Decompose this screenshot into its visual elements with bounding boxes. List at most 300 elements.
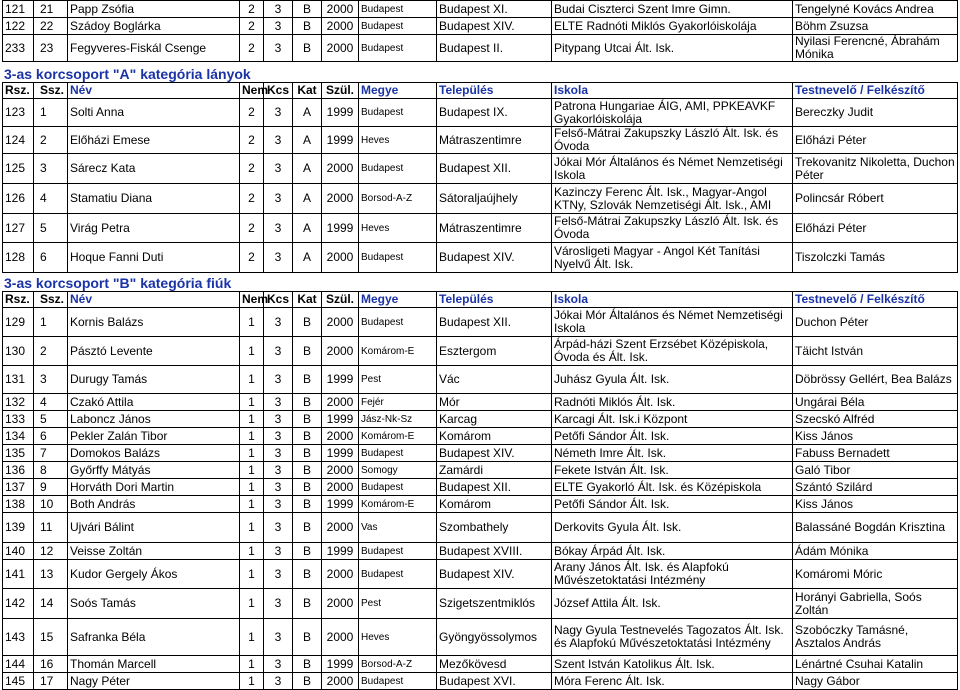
cell-nev: Fegyveres-Fiskál Csenge [68,35,240,62]
cell-iskola: Városligeti Magyar - Angol Két Tanítási Nyelvű Ált. Isk. [552,243,793,273]
table-row [3,366,958,394]
header-megye: Megye [359,292,437,308]
header-nem: Nem [240,292,264,308]
cell-nem: 1 [240,673,264,690]
cell-tanar: Täicht István [793,337,958,366]
header-ssz: Ssz. [34,83,68,99]
table-row [3,411,958,428]
cell-telepules: Szigetszentmiklós [437,589,552,619]
header-tanar: Testnevelő / Felkészítő [793,83,958,99]
cell-nev: Papp Zsófia [68,1,240,18]
cell-kcs: 3 [264,513,293,543]
cell-nem: 1 [240,513,264,543]
cell-kcs: 3 [264,366,293,394]
cell-nev: Stamatiu Diana [68,184,240,214]
table-row [3,214,958,243]
cell-iskola: József Attila Ált. Isk. [552,589,793,619]
cell-megye: Budapest [359,35,437,62]
cell-ssz: 5 [34,214,68,243]
cell-nev: Pásztó Levente [68,337,240,366]
cell-ssz: 16 [34,656,68,673]
cell-szul: 2000 [322,428,359,445]
cell-telepules: Budapest XII. [437,308,552,337]
header-row [3,292,958,308]
cell-szul: 1999 [322,543,359,560]
header-telepules: Település [437,83,552,99]
cell-nem: 1 [240,411,264,428]
cell-rsz: 129 [3,308,34,337]
cell-kcs: 3 [264,589,293,619]
cell-iskola: Petőfi Sándor Ált. Isk. [552,428,793,445]
cell-rsz: 131 [3,366,34,394]
cell-szul: 2000 [322,154,359,184]
header-row [3,83,958,99]
cell-tanar: Polincsár Róbert [793,184,958,214]
cell-telepules: Mátraszentimre [437,214,552,243]
cell-kat: B [293,18,322,35]
cell-tanar: Előházi Péter [793,214,958,243]
cell-iskola: Nagy Gyula Testnevelés Tagozatos Ált. Isk. és Alapfokú Művészetoktatási Intézmény [552,619,793,656]
cell-rsz: 135 [3,445,34,462]
cell-kat: B [293,513,322,543]
header-tanar: Testnevelő / Felkészítő [793,292,958,308]
cell-nev: Pekler Zalán Tibor [68,428,240,445]
table-row [3,479,958,496]
cell-kcs: 3 [264,496,293,513]
cell-kat: B [293,366,322,394]
cell-kat: B [293,337,322,366]
cell-telepules: Mór [437,394,552,411]
cell-iskola: Petőfi Sándor Ált. Isk. [552,496,793,513]
cell-iskola: Felső-Mátrai Zakupszky László Ált. Isk. és Óvoda [552,214,793,243]
results-table [2,291,958,690]
cell-telepules: Budapest XII. [437,154,552,184]
table-row [3,445,958,462]
table-row [3,127,958,154]
header-kcs: Kcs [264,83,293,99]
cell-megye: Budapest [359,479,437,496]
cell-nev: Thomán Marcell [68,656,240,673]
cell-rsz: 141 [3,560,34,589]
header-megye: Megye [359,83,437,99]
cell-rsz: 133 [3,411,34,428]
cell-telepules: Budapest II. [437,35,552,62]
cell-szul: 1999 [322,214,359,243]
cell-nem: 1 [240,462,264,479]
cell-szul: 2000 [322,462,359,479]
cell-megye: Budapest [359,243,437,273]
cell-tanar: Kiss János [793,428,958,445]
cell-iskola: Derkovits Gyula Ált. Isk. [552,513,793,543]
cell-rsz: 126 [3,184,34,214]
cell-kcs: 3 [264,411,293,428]
cell-telepules: Sátoraljaújhely [437,184,552,214]
header-rsz: Rsz. [3,292,34,308]
cell-ssz: 11 [34,513,68,543]
cell-iskola: Juhász Gyula Ált. Isk. [552,366,793,394]
cell-kat: B [293,479,322,496]
cell-telepules: Karcag [437,411,552,428]
cell-rsz: 142 [3,589,34,619]
cell-nem: 1 [240,394,264,411]
cell-iskola: Radnóti Miklós Ált. Isk. [552,394,793,411]
cell-nev: Solti Anna [68,99,240,127]
cell-kat: B [293,394,322,411]
cell-tanar: Szobóczky Tamásné, Asztalos András [793,619,958,656]
header-nem: Nem [240,83,264,99]
cell-szul: 1999 [322,496,359,513]
cell-telepules: Budapest XIV. [437,18,552,35]
cell-nem: 1 [240,589,264,619]
cell-rsz: 128 [3,243,34,273]
cell-ssz: 10 [34,496,68,513]
cell-nem: 2 [240,1,264,18]
cell-tanar: Döbrössy Gellért, Bea Balázs [793,366,958,394]
cell-telepules: Vác [437,366,552,394]
cell-megye: Budapest [359,445,437,462]
cell-rsz: 139 [3,513,34,543]
cell-tanar: Tengelyné Kovács Andrea [793,1,958,18]
cell-kcs: 3 [264,127,293,154]
cell-nem: 1 [240,496,264,513]
table-row [3,337,958,366]
cell-ssz: 6 [34,428,68,445]
cell-rsz: 125 [3,154,34,184]
cell-ssz: 13 [34,560,68,589]
cell-nev: Hoque Fanni Duti [68,243,240,273]
cell-megye: Budapest [359,18,437,35]
cell-nev: Szádoy Boglárka [68,18,240,35]
cell-kcs: 3 [264,1,293,18]
cell-nem: 1 [240,428,264,445]
cell-iskola: Németh Imre Ált. Isk. [552,445,793,462]
table-row [3,154,958,184]
cell-megye: Komárom-E [359,337,437,366]
cell-megye: Somogy [359,462,437,479]
cell-megye: Budapest [359,543,437,560]
cell-kcs: 3 [264,394,293,411]
cell-kat: B [293,462,322,479]
header-kat: Kat [293,292,322,308]
cell-telepules: Budapest XII. [437,479,552,496]
cell-szul: 2000 [322,308,359,337]
cell-kat: B [293,589,322,619]
cell-iskola: Pitypang Utcai Ált. Isk. [552,35,793,62]
header-kcs: Kcs [264,292,293,308]
cell-rsz: 144 [3,656,34,673]
table-row [3,99,958,127]
header-nev: Név [68,292,240,308]
cell-kcs: 3 [264,35,293,62]
cell-tanar: Duchon Péter [793,308,958,337]
table-row [3,619,958,656]
table-row [3,394,958,411]
cell-tanar: Ádám Mónika [793,543,958,560]
cell-nev: Domokos Balázs [68,445,240,462]
cell-kat: B [293,673,322,690]
cell-kcs: 3 [264,462,293,479]
cell-tanar: Tiszolczki Tamás [793,243,958,273]
cell-telepules: Zamárdi [437,462,552,479]
cell-nev: Ujvári Bálint [68,513,240,543]
table-row [3,308,958,337]
cell-kcs: 3 [264,18,293,35]
cell-nev: Kornis Balázs [68,308,240,337]
cell-rsz: 122 [3,18,34,35]
cell-kcs: 3 [264,673,293,690]
table-row [3,656,958,673]
cell-megye: Budapest [359,308,437,337]
cell-iskola: Szent István Katolikus Ált. Isk. [552,656,793,673]
cell-megye: Borsod-A-Z [359,184,437,214]
header-ssz: Ssz. [34,292,68,308]
cell-szul: 1999 [322,127,359,154]
cell-nem: 1 [240,656,264,673]
cell-szul: 2000 [322,394,359,411]
cell-nev: Nagy Péter [68,673,240,690]
table-row [3,589,958,619]
cell-szul: 1999 [322,99,359,127]
cell-nem: 2 [240,214,264,243]
cell-kat: A [293,184,322,214]
cell-nem: 2 [240,99,264,127]
cell-ssz: 23 [34,35,68,62]
cell-ssz: 15 [34,619,68,656]
cell-megye: Jász-Nk-Sz [359,411,437,428]
cell-tanar: Galó Tibor [793,462,958,479]
cell-kcs: 3 [264,184,293,214]
cell-ssz: 5 [34,411,68,428]
section-title: 3-as korcsoport "A" kategória lányok [4,66,251,82]
cell-nem: 1 [240,560,264,589]
cell-szul: 2000 [322,18,359,35]
cell-megye: Heves [359,619,437,656]
cell-szul: 2000 [322,337,359,366]
cell-megye: Pest [359,366,437,394]
cell-ssz: 12 [34,543,68,560]
cell-kcs: 3 [264,337,293,366]
table-row [3,35,958,62]
cell-telepules: Budapest XI. [437,1,552,18]
header-iskola: Iskola [552,83,793,99]
cell-szul: 2000 [322,589,359,619]
cell-ssz: 4 [34,394,68,411]
cell-iskola: ELTE Radnóti Miklós Gyakorlóiskolája [552,18,793,35]
cell-kat: B [293,35,322,62]
cell-telepules: Budapest IX. [437,99,552,127]
cell-iskola: Móra Ferenc Ált. Isk. [552,673,793,690]
cell-tanar: Komáromi Móric [793,560,958,589]
cell-kcs: 3 [264,543,293,560]
cell-ssz: 2 [34,337,68,366]
cell-ssz: 6 [34,243,68,273]
cell-ssz: 7 [34,445,68,462]
cell-megye: Heves [359,127,437,154]
results-table [2,82,958,273]
cell-nev: Kudor Gergely Ákos [68,560,240,589]
cell-iskola: Budai Ciszterci Szent Imre Gimn. [552,1,793,18]
cell-nev: Előházi Emese [68,127,240,154]
cell-telepules: Budapest XIV. [437,243,552,273]
cell-rsz: 123 [3,99,34,127]
cell-kat: A [293,99,322,127]
table-row [3,462,958,479]
cell-rsz: 233 [3,35,34,62]
cell-rsz: 121 [3,1,34,18]
cell-szul: 2000 [322,35,359,62]
cell-szul: 2000 [322,513,359,543]
cell-szul: 2000 [322,243,359,273]
cell-telepules: Mezőkövesd [437,656,552,673]
cell-kat: B [293,1,322,18]
cell-kat: A [293,127,322,154]
cell-nev: Veisse Zoltán [68,543,240,560]
cell-szul: 2000 [322,1,359,18]
cell-iskola: ELTE Gyakorló Ált. Isk. és Középiskola [552,479,793,496]
cell-telepules: Budapest XIV. [437,445,552,462]
cell-kat: B [293,560,322,589]
cell-iskola: Árpád-házi Szent Erzsébet Középiskola, Óvoda és Ált. Isk. [552,337,793,366]
cell-nem: 2 [240,243,264,273]
cell-ssz: 1 [34,99,68,127]
cell-iskola: Patrona Hungariae ÁIG, AMI, PPKEAVKF Gyakorlóiskolája [552,99,793,127]
cell-nem: 1 [240,366,264,394]
cell-nev: Sárecz Kata [68,154,240,184]
table-row [3,543,958,560]
cell-telepules: Budapest XVI. [437,673,552,690]
cell-nev: Both András [68,496,240,513]
cell-telepules: Gyöngyössolymos [437,619,552,656]
cell-ssz: 3 [34,154,68,184]
cell-megye: Borsod-A-Z [359,656,437,673]
cell-megye: Pest [359,589,437,619]
cell-szul: 2000 [322,673,359,690]
cell-kat: B [293,619,322,656]
cell-rsz: 138 [3,496,34,513]
cell-szul: 2000 [322,479,359,496]
cell-szul: 2000 [322,184,359,214]
table-row [3,496,958,513]
header-szul: Szül. [322,292,359,308]
cell-rsz: 145 [3,673,34,690]
cell-ssz: 2 [34,127,68,154]
cell-iskola: Felső-Mátrai Zakupszky László Ált. Isk. és Óvoda [552,127,793,154]
cell-nem: 1 [240,479,264,496]
cell-ssz: 8 [34,462,68,479]
cell-tanar: Bereczky Judit [793,99,958,127]
cell-kcs: 3 [264,214,293,243]
cell-nev: Soós Tamás [68,589,240,619]
cell-szul: 1999 [322,366,359,394]
results-table [2,0,958,62]
cell-tanar: Ungárai Béla [793,394,958,411]
table-row [3,673,958,690]
cell-kcs: 3 [264,479,293,496]
cell-tanar: Lénártné Csuhai Katalin [793,656,958,673]
cell-kat: B [293,445,322,462]
cell-kat: B [293,411,322,428]
header-telepules: Település [437,292,552,308]
cell-nev: Győrffy Mátyás [68,462,240,479]
cell-nem: 2 [240,35,264,62]
cell-telepules: Budapest XVIII. [437,543,552,560]
section-title: 3-as korcsoport "B" kategória fiúk [4,275,232,291]
cell-tanar: Trekovanitz Nikoletta, Duchon Péter [793,154,958,184]
cell-ssz: 21 [34,1,68,18]
cell-tanar: Balassáné Bogdán Krisztina [793,513,958,543]
cell-nev: Virág Petra [68,214,240,243]
cell-megye: Komárom-E [359,428,437,445]
cell-iskola: Kazinczy Ferenc Ált. Isk., Magyar-Angol KTNy, Szlovák Nemzetiségi Ált. Isk., AMI [552,184,793,214]
cell-rsz: 134 [3,428,34,445]
cell-tanar: Horányi Gabriella, Soós Zoltán [793,589,958,619]
cell-rsz: 140 [3,543,34,560]
cell-megye: Budapest [359,1,437,18]
cell-rsz: 137 [3,479,34,496]
cell-megye: Fejér [359,394,437,411]
cell-megye: Budapest [359,560,437,589]
cell-iskola: Arany János Ált. Isk. és Alapfokú Művészetoktatási Intézmény [552,560,793,589]
cell-kcs: 3 [264,308,293,337]
cell-kat: B [293,428,322,445]
cell-telepules: Mátraszentimre [437,127,552,154]
cell-ssz: 3 [34,366,68,394]
table-row [3,18,958,35]
cell-megye: Komárom-E [359,496,437,513]
cell-nem: 1 [240,543,264,560]
cell-kat: A [293,243,322,273]
cell-tanar: Szántó Szilárd [793,479,958,496]
cell-tanar: Nagy Gábor [793,673,958,690]
cell-kcs: 3 [264,619,293,656]
cell-iskola: Bókay Árpád Ált. Isk. [552,543,793,560]
cell-szul: 1999 [322,656,359,673]
cell-tanar: Kiss János [793,496,958,513]
cell-nev: Czakó Attila [68,394,240,411]
cell-rsz: 132 [3,394,34,411]
cell-rsz: 136 [3,462,34,479]
header-rsz: Rsz. [3,83,34,99]
cell-szul: 1999 [322,445,359,462]
cell-telepules: Budapest XIV. [437,560,552,589]
cell-nem: 1 [240,619,264,656]
table-row [3,243,958,273]
cell-kcs: 3 [264,154,293,184]
cell-kcs: 3 [264,656,293,673]
table-row [3,428,958,445]
cell-kcs: 3 [264,445,293,462]
cell-nev: Horváth Dori Martin [68,479,240,496]
cell-tanar: Előházi Péter [793,127,958,154]
cell-szul: 2000 [322,619,359,656]
cell-ssz: 22 [34,18,68,35]
cell-nem: 1 [240,337,264,366]
cell-nev: Safranka Béla [68,619,240,656]
cell-nem: 1 [240,308,264,337]
cell-megye: Vas [359,513,437,543]
cell-kcs: 3 [264,428,293,445]
cell-nem: 2 [240,184,264,214]
cell-tanar: Böhm Zsuzsa [793,18,958,35]
header-nev: Név [68,83,240,99]
cell-rsz: 127 [3,214,34,243]
cell-ssz: 17 [34,673,68,690]
cell-nem: 2 [240,127,264,154]
cell-tanar: Szecskó Alfréd [793,411,958,428]
cell-telepules: Komárom [437,428,552,445]
cell-iskola: Fekete István Ált. Isk. [552,462,793,479]
table-row [3,1,958,18]
